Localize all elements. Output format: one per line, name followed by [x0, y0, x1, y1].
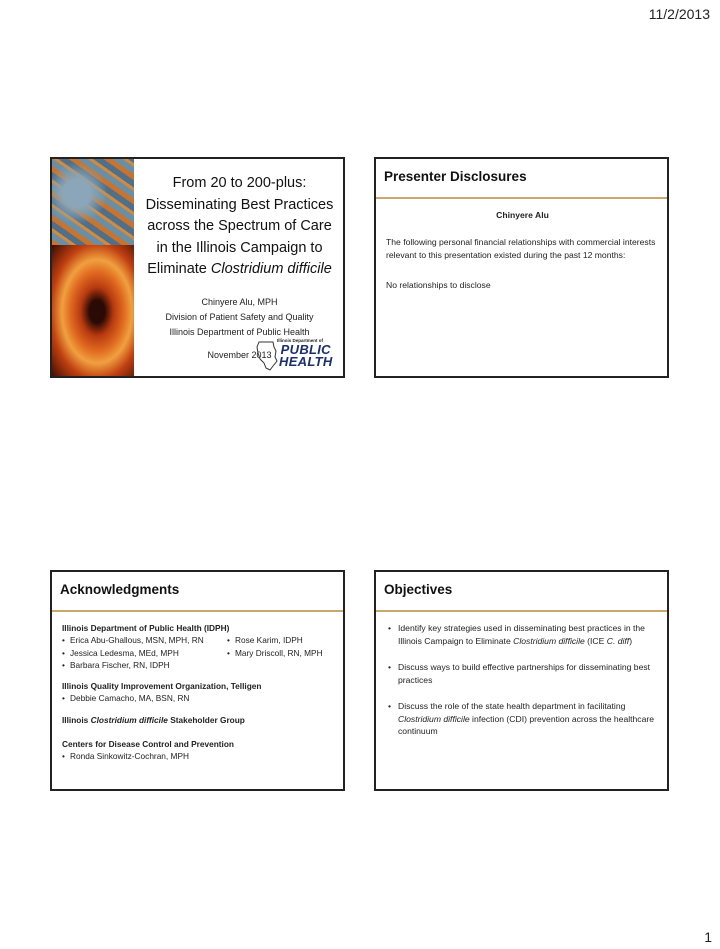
bacteria-micrograph-image: [52, 159, 134, 245]
slide-title: Objectives: [384, 582, 453, 597]
heading-text: Stakeholder Group: [167, 714, 245, 725]
objective-text: Discuss the role of the state health department in facilitating: [398, 701, 626, 711]
slide-body: [386, 622, 659, 752]
colonoscopy-image: [52, 245, 134, 376]
ack-heading: [62, 714, 335, 726]
image-strip: [52, 159, 134, 376]
illinois-outline-icon: [255, 341, 279, 371]
objective-list: [386, 622, 659, 738]
disclosure-statement: The following personal financial relationships with commercial interests relevant to this presentation existed during the past 12 months:: [386, 237, 656, 260]
ack-heading: Centers for Disease Control and Prevention: [62, 739, 234, 750]
ack-group-iqio: [62, 680, 335, 705]
ack-group-idph: [62, 622, 335, 671]
list-item: • Ronda Sinkowitz-Cochran, MPH: [62, 750, 335, 762]
title-block: [136, 159, 343, 376]
slide-header: [376, 572, 667, 612]
slide-presenter-disclosures: [374, 157, 669, 378]
heading-italic: Clostridium difficile: [90, 714, 168, 725]
list-item: • Erica Abu-Ghallous, MSN, MPH, RN: [62, 634, 227, 646]
logo-small-text: Illinois Department of: [277, 338, 324, 343]
presentation-title: [136, 173, 343, 281]
author-division: Division of Patient Safety and Quality: [165, 312, 314, 322]
slide-title-card: [50, 157, 345, 378]
title-line: From 20 to 200-plus:: [172, 175, 307, 191]
list-item: • Rose Karim, IDPH: [227, 634, 335, 646]
slide-header: [52, 572, 343, 612]
title-line: Disseminating Best Practices: [145, 196, 334, 213]
ack-list: [62, 750, 335, 762]
idph-logo: [255, 337, 337, 373]
logo-line: PUBLIC: [280, 342, 331, 357]
slide-body: [386, 209, 659, 292]
objective-text: Identify key strategies used in disseminating best practices in the Illinois Campaign to Eliminate: [398, 623, 645, 646]
objective-italic: C. diff: [606, 635, 630, 646]
title-italic: Clostridium difficile: [210, 261, 332, 277]
slide-body: [62, 622, 335, 772]
ack-group-cdc: [62, 738, 335, 763]
logo-line: HEALTH: [279, 354, 333, 369]
presentation-date: November 2013: [207, 350, 272, 360]
objective-text: (ICE: [584, 635, 607, 646]
objective-item: [386, 700, 659, 738]
ack-list: [62, 692, 335, 704]
logo-wordmark: [279, 344, 333, 368]
author-block: [136, 295, 343, 340]
heading-text: Illinois: [62, 714, 91, 725]
header-date: 11/2/2013: [648, 6, 710, 22]
objective-italic: Clostridium difficile: [398, 713, 470, 724]
title-line: [136, 259, 343, 281]
slide-objectives: [374, 570, 669, 791]
title-text: Eliminate: [147, 261, 211, 277]
list-item: • Debbie Camacho, MA, BSN, RN: [62, 692, 335, 704]
disclosure-detail: No relationships to disclose: [386, 280, 491, 290]
objective-italic: Clostridium difficile: [513, 635, 585, 646]
slide-header: [376, 159, 667, 199]
ack-list: [227, 634, 335, 671]
objective-text: ): [629, 635, 633, 646]
slide-title: Presenter Disclosures: [384, 169, 527, 184]
list-item: • Mary Driscoll, RN, MPH: [227, 647, 335, 659]
objective-text: infection (CDI) prevention across the healthcare continuum: [398, 713, 655, 736]
ack-group-stakeholder: [62, 714, 335, 726]
ack-heading: Illinois Department of Public Health (IDPH): [62, 623, 230, 633]
slide-title: Acknowledgments: [60, 582, 180, 597]
ack-heading: Illinois Quality Improvement Organization, Telligen: [62, 681, 262, 692]
list-item: • Barbara Fischer, RN, IDPH: [62, 659, 227, 671]
ack-columns: [62, 634, 335, 671]
author-name: Chinyere Alu, MPH: [201, 297, 278, 307]
author-department: Illinois Department of Public Health: [169, 327, 310, 337]
title-line: in the Illinois Campaign to: [156, 239, 323, 256]
objective-item: [386, 622, 659, 647]
presenter-name: Chinyere Alu: [496, 210, 549, 220]
page-number: 1: [704, 929, 712, 945]
slide-acknowledgments: [50, 570, 345, 791]
list-item: • Jessica Ledesma, MEd, MPH: [62, 647, 227, 659]
ack-list: [62, 634, 227, 671]
title-line: across the Spectrum of Care: [147, 218, 332, 234]
objective-item: • Discuss ways to build effective partnerships for disseminating best practices: [386, 661, 659, 686]
